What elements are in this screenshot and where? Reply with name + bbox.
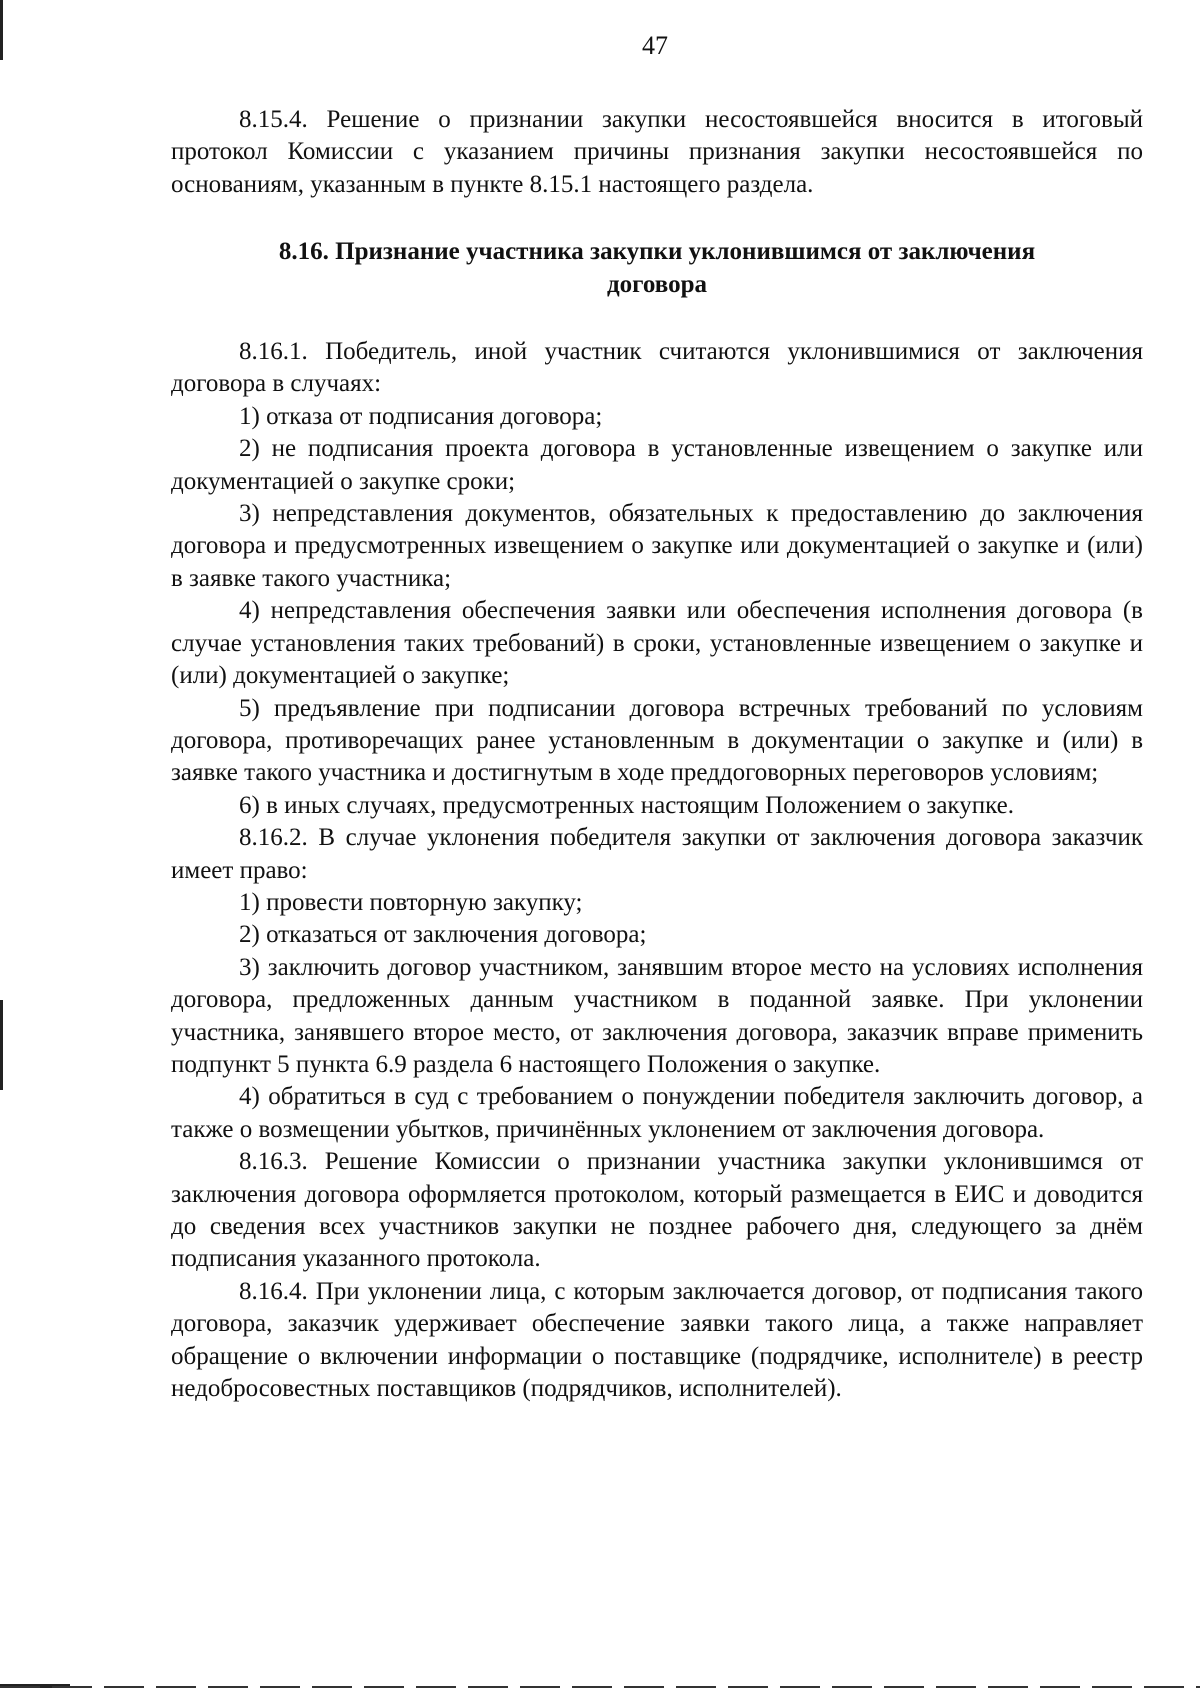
paragraph-8-16-1: 8.16.1. Победитель, иной участник считаются уклонившимися от заключения договора в случаях: — [171, 338, 1143, 398]
footer-dashed-rule — [0, 1686, 1200, 1688]
list-item: 4) непредставления обеспечения заявки или обеспечения исполнения договора (в случае установления таких требований) в сроки, установленные извещением о закупке и (или) документацией о закупке; — [171, 597, 1143, 690]
list-item: 4) обратиться в суд с требованием о понуждении победителя заключить договор, а также о возмещении убытков, причинённых уклонением от заключения договора. — [171, 1083, 1143, 1143]
list-item: 3) заключить договор участником, занявшим второе место на условиях исполнения договора, предложенных данным участником в поданной заявке. При уклонении участника, занявшего второе место, от заключения договора, заказчик вправе применить подпункт 5 пункта 6.9 раздела 6 настоящего Положения о закупке. — [171, 953, 1143, 1078]
paragraph-8-16-3: 8.16.3. Решение Комиссии о признании участника закупки уклонившимся от заключения договора оформляется протоколом, который размещается в ЕИС и доводится до сведения всех участников закупки не позднее рабочего дня, следующего за днём подписания указанного протокола. — [171, 1148, 1143, 1273]
section-heading: 8.16. Признание участника закупки уклонившимся от заключения договора — [278, 238, 1036, 298]
list-item: 1) провести повторную закупку; — [239, 888, 583, 916]
scan-edge-mark — [0, 1000, 3, 1090]
list-item: 1) отказа от подписания договора; — [239, 402, 603, 430]
list-item: 3) непредставления документов, обязательных к предоставлению до заключения договора и предусмотренных извещением о закупке или документацией о закупке и (или) в заявке такого участника; — [171, 500, 1143, 592]
paragraph-8-16-4: 8.16.4. При уклонении лица, с которым заключается договор, от подписания такого договора, заказчик удерживает обеспечение заявки такого лица, а также направляет обращение о включении информации о поставщике (подрядчике, исполнителе) в реестр недобросовестных поставщиков (подрядчиков, исполнителей). — [171, 1277, 1143, 1403]
page-number: 47 — [642, 31, 668, 60]
paragraph-8-15-4: 8.15.4. Решение о признании закупки несостоявшейся вносится в итоговый протокол Комиссии с указанием причины признания закупки несостоявшейся по основаниям, указанным в пункте 8.15.1 настоящего раздела. — [171, 106, 1143, 198]
list-item: 2) не подписания проекта договора в установленные извещением о закупке или документацией о закупке сроки; — [171, 435, 1143, 495]
list-item: 2) отказаться от заключения договора; — [239, 921, 647, 949]
document-body — [171, 104, 1143, 1405]
list-item: 5) предъявление при подписании договора встречных требований по условиям договора, противоречащих ранее установленным в документации о закупке и (или) в заявке такого участника и достигнутым в ходе преддоговорных переговоров условиям; — [171, 694, 1143, 787]
list-item: 6) в иных случаях, предусмотренных настоящим Положением о закупке. — [239, 791, 1014, 819]
paragraph-8-16-2: 8.16.2. В случае уклонения победителя закупки от заключения договора заказчик имеет право: — [171, 824, 1143, 884]
